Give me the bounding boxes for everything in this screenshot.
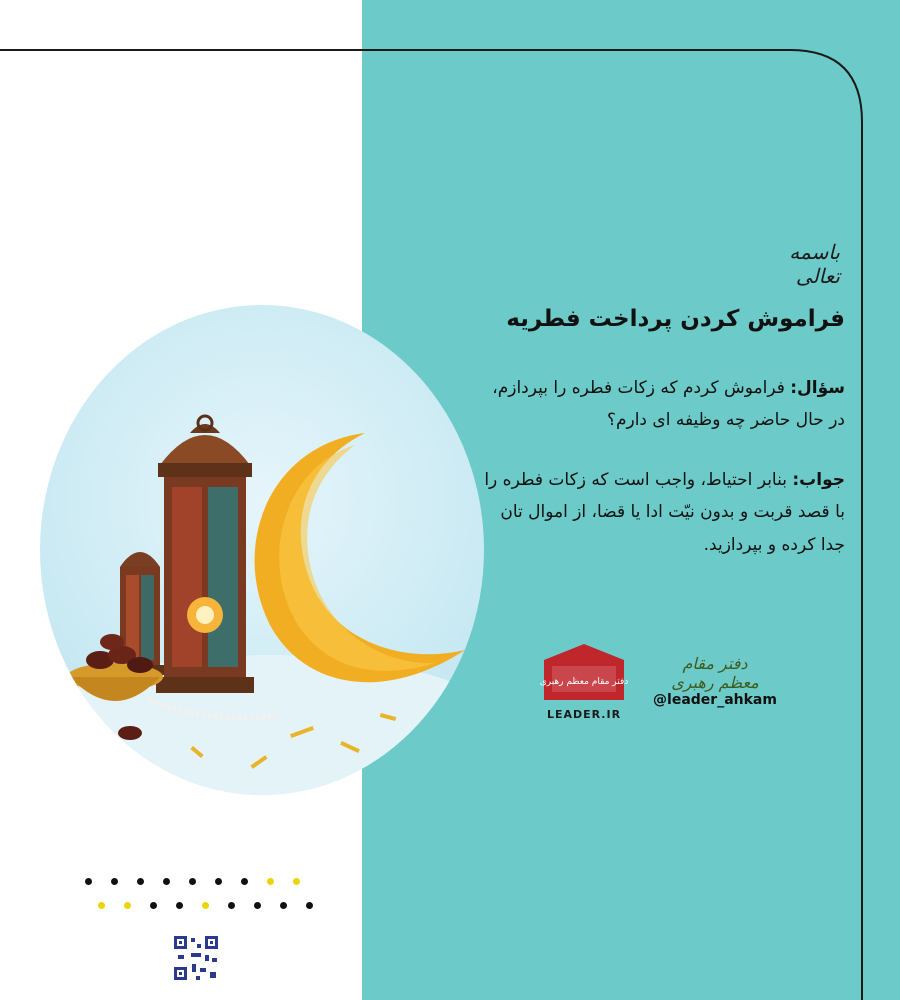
decorative-dot	[267, 878, 274, 885]
page-title: فراموش کردن پرداخت فطریه	[506, 306, 845, 332]
large-lantern-icon	[156, 416, 254, 693]
decorative-dot	[98, 902, 105, 909]
social-handle: @leader_ahkam	[653, 692, 777, 708]
decorative-dot	[306, 902, 313, 909]
decorative-dot	[280, 902, 287, 909]
answer-text: بنابر احتیاط، واجب است که زکات فطره را با قصد قربت و بدون نیّت ادا یا قضا، از اموال تان جدا کرده و بپردازید.	[484, 470, 845, 555]
question-label: سؤال:	[790, 378, 845, 398]
qr-code-icon	[172, 934, 220, 982]
decorative-dot	[215, 878, 222, 885]
decorative-dot	[137, 878, 144, 885]
decorative-dot	[124, 902, 131, 909]
decorative-dot	[293, 878, 300, 885]
decorative-dot	[176, 902, 183, 909]
decorative-dot	[85, 878, 92, 885]
leader-emblem-logo	[540, 640, 628, 704]
decorative-dot	[189, 878, 196, 885]
decorative-dot	[241, 878, 248, 885]
bismillah-calligraphy: باسمه تعالی	[789, 240, 840, 288]
decorative-dot	[111, 878, 118, 885]
decorative-dot	[254, 902, 261, 909]
office-calligraphy-logo: دفتر مقام معظم رهبری	[671, 654, 759, 692]
decorative-dot	[228, 902, 235, 909]
question-text: فراموش کردم که زکات فطره را بپردازم، در حال حاضر چه وظیفه ای دارم؟	[492, 378, 845, 431]
decorative-dot	[202, 902, 209, 909]
answer-label: جواب:	[792, 470, 845, 490]
question-block	[475, 372, 845, 437]
ramadan-illustration	[40, 305, 484, 795]
decorative-dot	[163, 878, 170, 885]
decorative-dot	[150, 902, 157, 909]
answer-block	[475, 464, 845, 561]
leader-site-label: LEADER.IR	[546, 708, 622, 721]
leader-emblem-text: دفتر مقام معظم رهبری	[540, 677, 628, 687]
crescent-moon-icon	[255, 433, 465, 682]
